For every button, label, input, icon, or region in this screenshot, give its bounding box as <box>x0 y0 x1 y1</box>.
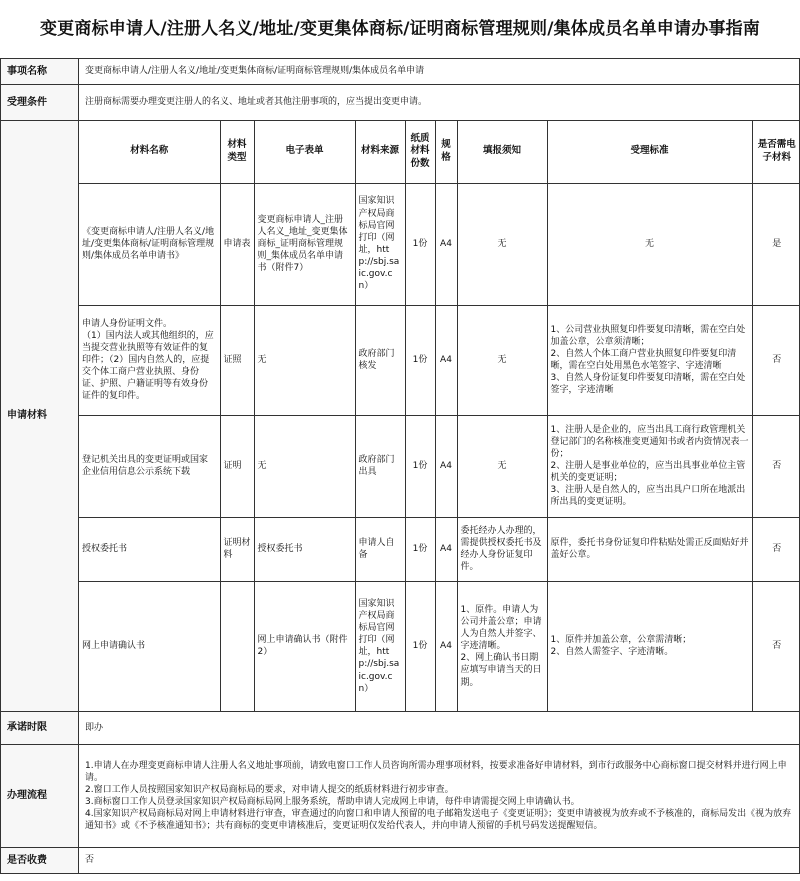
material-type: 申请表 <box>220 183 254 305</box>
header-electronic-required: 是否需电子材料 <box>752 121 800 183</box>
guide-table <box>0 58 800 874</box>
row-time-limit <box>1 712 800 745</box>
material-notes: 无 <box>457 305 547 415</box>
material-notes: 1、原件。申请人为公司并盖公章；申请人为自然人并签字、字迹清晰。 2、网上确认书日期应填写申请当天的日期。 <box>457 581 547 711</box>
header-material-source: 材料来源 <box>355 121 405 183</box>
process-step: 4.国家知识产权局商标局对网上申请材料进行审查，审查通过的向窗口和申请人预留的电子邮箱发送电子《变更证明》；变更申请被视为放弃或不予核准的，商标局发出《视为放弃通知书》或《不予核准通知书》；共有商标的变更申请核准后，变更证明仅发给代表人，并向申请人预留的手机号码发送提醒短信。 <box>85 809 792 832</box>
process-step: 3.商标窗口工作人员登录国家知识产权局商标局网上服务系统，帮助申请人完成网上申请，每件申请需提交网上申请确认书。 <box>85 797 580 807</box>
row-process <box>1 745 800 848</box>
material-standard: 1、原件并加盖公章，公章需清晰； 2、自然人需签字、字迹清晰。 <box>547 581 752 711</box>
header-material-name: 材料名称 <box>79 121 220 183</box>
time-limit-value: 即办 <box>79 712 800 745</box>
material-copies: 1份 <box>405 305 435 415</box>
material-name: 申请人身份证明文件。 （1）国内法人或其他组织的，应当提交营业执照等有效证件的复印件；（2）国内自然人的，应提交个体工商户营业执照、身份证、护照、户籍证明等有效身份证件的复印件。 <box>79 305 220 415</box>
material-form: 无 <box>254 305 355 415</box>
process-label: 办理流程 <box>1 745 79 848</box>
material-name: 登记机关出具的变更证明或国家企业信用信息公示系统下载 <box>79 415 220 517</box>
material-type <box>220 581 254 711</box>
material-form: 授权委托书 <box>254 517 355 581</box>
item-name-value: 变更商标申请人/注册人名义/地址/变更集体商标/证明商标管理规则/集体成员名单申请 <box>79 59 800 85</box>
material-spec: A4 <box>435 183 457 305</box>
page-title: 变更商标申请人/注册人名义/地址/变更集体商标/证明商标管理规则/集体成员名单申请办事指南 <box>39 19 761 39</box>
materials-cell <box>79 121 800 712</box>
process-step: 2.窗口工作人员按照国家知识产权局商标局的要求，对申请人提交的纸质材料进行初步审查。 <box>85 784 454 795</box>
header-paper-copies: 纸质材料份数 <box>405 121 435 183</box>
process-steps <box>79 745 800 848</box>
material-copies: 1份 <box>405 415 435 517</box>
material-row <box>79 183 800 305</box>
header-acceptance-standard: 受理标准 <box>547 121 752 183</box>
material-electronic: 否 <box>752 517 800 581</box>
material-copies: 1份 <box>405 581 435 711</box>
material-standard: 无 <box>547 183 752 305</box>
materials-header-row <box>79 121 800 183</box>
row-conditions <box>1 85 800 121</box>
material-source: 国家知识产权局商标局官网打印（网址，http://sbj.saic.gov.cn） <box>355 581 405 711</box>
material-spec: A4 <box>435 305 457 415</box>
material-type: 证照 <box>220 305 254 415</box>
material-row <box>79 305 800 415</box>
material-name: 《变更商标申请人/注册人名义/地址/变更集体商标/证明商标管理规则/集体成员名单申请书》 <box>79 183 220 305</box>
time-limit-label: 承诺时限 <box>1 712 79 745</box>
material-row <box>79 517 800 581</box>
conditions-value: 注册商标需要办理变更注册人的名义、地址或者其他注册事项的，应当提出变更申请。 <box>79 85 800 121</box>
fee-label: 是否收费 <box>1 848 79 874</box>
header-fill-notes: 填报须知 <box>457 121 547 183</box>
fee-value: 否 <box>79 848 800 874</box>
material-electronic: 否 <box>752 415 800 517</box>
material-electronic: 否 <box>752 581 800 711</box>
material-notes: 无 <box>457 183 547 305</box>
material-form: 变更商标申请人_注册人名义_地址_变更集体商标_证明商标管理规则_集体成员名单申请书（附件7） <box>254 183 355 305</box>
material-form: 网上申请确认书（附件2） <box>254 581 355 711</box>
material-name: 授权委托书 <box>79 517 220 581</box>
material-spec: A4 <box>435 415 457 517</box>
material-electronic: 否 <box>752 305 800 415</box>
materials-table <box>79 121 800 711</box>
material-source: 国家知识产权局商标局官网打印（网址，http://sbj.saic.gov.cn） <box>355 183 405 305</box>
header-spec: 规格 <box>435 121 457 183</box>
material-standard: 原件，委托书身份证复印件粘贴处需正反面贴好并盖好公章。 <box>547 517 752 581</box>
conditions-label: 受理条件 <box>1 85 79 121</box>
material-type: 证明材料 <box>220 517 254 581</box>
material-name: 网上申请确认书 <box>79 581 220 711</box>
title-block <box>0 0 800 58</box>
materials-label: 申请材料 <box>1 121 79 712</box>
header-material-type: 材料类型 <box>220 121 254 183</box>
material-spec: A4 <box>435 581 457 711</box>
row-item-name <box>1 59 800 85</box>
material-copies: 1份 <box>405 517 435 581</box>
row-fee <box>1 848 800 874</box>
material-row <box>79 415 800 517</box>
material-spec: A4 <box>435 517 457 581</box>
material-standard: 1、注册人是企业的，应当出具工商行政管理机关登记部门的名称核准变更通知书或者内资情况表一份； 2、注册人是事业单位的，应当出具事业单位主管机关的变更证明； 3、注册人是自然人的，应当出具户口所在地派出所出具的变更证明。 <box>547 415 752 517</box>
material-source: 政府部门出具 <box>355 415 405 517</box>
header-electronic-form: 电子表单 <box>254 121 355 183</box>
material-source: 政府部门核发 <box>355 305 405 415</box>
process-step: 1.申请人在办理变更商标申请人注册人名义地址事项前，请致电窗口工作人员咨询所需办理事项材料，按要求准备好申请材料，到市行政服务中心商标窗口提交材料并进行网上申请。 <box>85 760 787 783</box>
material-standard: 1、公司营业执照复印件要复印清晰，需在空白处加盖公章，公章须清晰； 2、自然人个体工商户营业执照复印件要复印清晰，需在空白处用黑色水笔签字、字迹清晰 3、自然人身份证复印件要复印清晰，需在空白处签字，字迹清晰 <box>547 305 752 415</box>
material-source: 申请人自备 <box>355 517 405 581</box>
row-materials <box>1 121 800 712</box>
item-name-label: 事项名称 <box>1 59 79 85</box>
material-type: 证明 <box>220 415 254 517</box>
material-electronic: 是 <box>752 183 800 305</box>
material-notes: 委托经办人办理的，需提供授权委托书及经办人身份证复印件。 <box>457 517 547 581</box>
material-row <box>79 581 800 711</box>
material-copies: 1份 <box>405 183 435 305</box>
material-form: 无 <box>254 415 355 517</box>
material-notes: 无 <box>457 415 547 517</box>
